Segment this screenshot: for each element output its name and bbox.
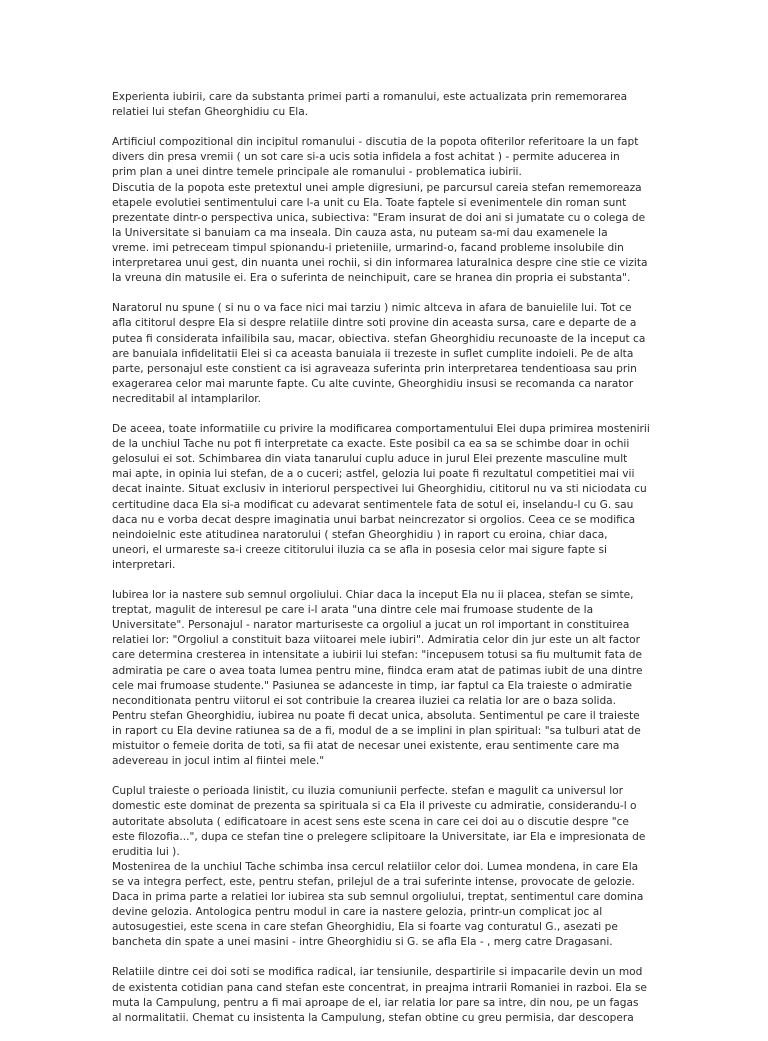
text-line: la vreuna din matusile ei. Era o suferinta de neinchipuit, care se hranea din propria ei substanta". xyxy=(112,272,631,285)
text-line: parte, personajul este constient ca isi agraveaza suferinta prin interpretarea tendentioasa sau prin xyxy=(112,362,637,375)
text-line: mai apte, in opinia lui stefan, de a o cuceri; astfel, gelozia lui poate fi rezultatul competitiei mai vii xyxy=(112,468,635,481)
text-line: Pentru stefan Gheorghidiu, iubirea nu poate fi decat unica, absoluta. Sentimentul pe care il traieste xyxy=(112,709,640,722)
text-line: eruditia lui ). xyxy=(112,845,180,858)
text-line: prezentate dintr-o perspectiva unica, subiectiva: "Eram insurat de doi ani si jumatate cu o colega de xyxy=(112,211,646,224)
text-line: devine gelozia. Antologica pentru modul in care ia nastere gelozia, printr-un complicat joc al xyxy=(112,906,603,919)
text-line: interpretari. xyxy=(112,558,176,571)
text-line: Naratorul nu spune ( si nu o va face nici mai tarziu ) nimic altceva in afara de banuielile lui. Tot ce xyxy=(112,302,632,315)
text-line: divers din presa vremii ( un sot care si-a ucis sotia infidela a fost achitat ) - permite aducerea in xyxy=(112,151,620,164)
text-line: daca nu e vorba decat despre imaginatia unui barbat neincrezator si orgolios. Ceea ce se modifica xyxy=(112,513,636,526)
text-line: autoritate absoluta ( edificatoare in acest sens este scena in care cei doi au o discutie despre "ce xyxy=(112,815,629,828)
text-line: etapele evolutiei sentimentului care l-a unit cu Ela. Toate faptele si evenimentele din roman sunt xyxy=(112,196,627,209)
text-line: neindoielnic este atitudinea naratorului ( stefan Gheorghidiu ) in raport cu eroina, chiar daca, xyxy=(112,528,608,541)
text-line: treptat, magulit de interesul pe care i-l arata "una dintre cele mai frumoase studente de la xyxy=(112,604,594,617)
text-line: neconditionata pentru viitorul ei sot contribuie la crearea iluziei ca relatia lor are o baza solida. xyxy=(112,694,617,707)
text-line: la Universitate si banuiam ca ma inseala. Din cauza asta, nu puteam sa-mi dau examenele la xyxy=(112,226,608,239)
paragraph xyxy=(112,784,658,950)
text-line: Artificiul compozitional din incipitul romanului - discutia de la popota ofiterilor referitoare la un fapt xyxy=(112,136,639,149)
text-line: Iubirea lor ia nastere sub semnul orgoliului. Chiar daca la inceput Ela nu ii placea, stefan se simte, xyxy=(112,589,634,602)
text-line: al normalitatii. Chemat cu insistenta la Campulung, stefan obtine cu greu permisia, dar descopera xyxy=(112,1011,634,1024)
text-line: Mostenirea de la unchiul Tache schimba insa cercul relatiilor celor doi. Lumea mondena, in care Ela xyxy=(112,860,639,873)
paragraph xyxy=(112,588,658,769)
text-line: de existenta cotidian pana cand stefan este concentrat, in preajma intrarii Romaniei in razboi. Ela se xyxy=(112,981,647,994)
text-line: De aceea, toate informatiile cu privire la modificarea comportamentului Elei dupa primirea mostenirii xyxy=(112,423,650,436)
text-line: Experienta iubirii, care da substanta primei parti a romanului, este actualizata prin rememorarea xyxy=(112,91,628,103)
text-line: Relatiile dintre cei doi soti se modifica radical, iar tensiunile, despartirile si impacarile devin un mod xyxy=(112,966,643,979)
paragraph xyxy=(112,301,658,407)
text-line: domestic este dominat de prezenta sa spirituala si ca Ela il priveste cu admiratie, considerandu-l o xyxy=(112,800,637,813)
text-line: are banuiala infidelitatii Elei si ca aceasta banuiala ii trezeste in suflet cumplite indoieli. Pe de alta xyxy=(112,347,634,360)
text-line: adevereau in jocul intim al fiintei mele." xyxy=(112,755,325,768)
text-line: vreme. imi petreceam timpul spionandu-i prieteniile, urmarind-o, facand probleme insolubile din xyxy=(112,241,624,254)
text-line: admiratia pe care o avea toata lumea pentru mine, fiindca eram atat de patimas iubit de una dintre xyxy=(112,664,643,677)
paragraph xyxy=(112,422,658,573)
text-line: se va integra perfect, este, pentru stefan, prilejul de a trai suferinte intense, provocate de gelozie. xyxy=(112,875,635,888)
paragraph xyxy=(112,965,658,1025)
text-line: Discutia de la popota este pretextul unei ample digresiuni, pe parcursul careia stefan rememoreaza xyxy=(112,181,642,194)
text-line: decat inainte. Situat exclusiv in interiorul perspectivei lui Gheorghidiu, cititorul nu va sti niciodata cu xyxy=(112,483,647,496)
text-line: putea fi considerata infailibila sau, macar, obiectiva. stefan Gheorghidiu recunoaste de la inceput ca xyxy=(112,332,646,345)
text-line: interpretarea unui gest, din nuanta unei rochii, si din informarea laturalnica despre cine stie ce vizita xyxy=(112,257,648,270)
text-line: bancheta din spate a unei masini - intre Gheorghidiu si G. se afla Ela - , merg catre Dragasani. xyxy=(112,936,613,949)
text-line: certitudine daca Ela si-a modificat cu adevarat sentimentele fata de sotul ei, inselandu-l cu G. sau xyxy=(112,498,634,511)
text-line: exagerarea celor mai marunte fapte. Cu alte cuvinte, Gheorghidiu insusi se recomanda ca narator xyxy=(112,377,634,390)
text-line: muta la Campulung, pentru a fi mai aproape de el, iar relatia lor pare sa intre, din nou, pe un fagas xyxy=(112,996,639,1009)
text-line: relatiei lor: "Orgoliul a constituit baza viitoarei mele iubiri". Admiratia celor din jur este un alt factor xyxy=(112,634,640,647)
text-line: Universitate". Personajul - narator marturiseste ca orgoliul a jucat un rol important in constituirea xyxy=(112,619,630,632)
text-line: Cuplul traieste o perioada linistit, cu iluzia comuniunii perfecte. stefan e magulit ca universul lor xyxy=(112,785,624,798)
text-line: in raport cu Ela devine ratiunea sa de a fi, modul de a se implini in plan spiritual: "sa tulburi atat de xyxy=(112,724,641,737)
text-line: care determina cresterea in intensitate a iubirii lui stefan: "incepusem totusi sa fiu multumit fata de xyxy=(112,649,643,662)
text-line: este filozofia...", dupa ce stefan tine o prelegere sclipitoare la Universitate, iar Ela e impresionata de xyxy=(112,830,646,843)
text-line: de la unchiul Tache nu pot fi interpretate ca exacte. Este posibil ca ea sa se schimbe doar in ochii xyxy=(112,438,630,451)
text-line: necreditabil al intamplarilor. xyxy=(112,392,262,405)
paragraph xyxy=(112,135,658,286)
text-line: gelosului ei sot. Schimbarea din viata tanarului cuplu aduce in jurul Elei prezente masculine mult xyxy=(112,453,628,466)
text-line: uneori, el urmareste sa-i creeze cititorului iluzia ca se afla in posesia celor mai sigure fapte si xyxy=(112,543,607,556)
document-page xyxy=(112,90,658,1041)
text-line: prim plan a unei dintre temele principale ale romanului - problematica iubirii. xyxy=(112,166,522,179)
text-line: mistuitor o femeie dorita de toti, sa fii atat de necesar unei existente, erau sentimente care ma xyxy=(112,740,620,753)
text-line: afla cititorul despre Ela si despre relatiile dintre soti provine din aceasta sursa, care e departe de a xyxy=(112,317,637,330)
text-line: Daca in prima parte a relatiei lor iubirea sta sub semnul orgoliului, treptat, sentimentul care domina xyxy=(112,890,644,903)
text-line: cele mai frumoase studente." Pasiunea se adanceste in timp, iar faptul ca Ela traieste o admiratie xyxy=(112,679,632,692)
text-line: autosugestiei, este scena in care stefan Gheorghidiu, Ela si foarte vag conturatul G., asezati pe xyxy=(112,921,618,934)
paragraph xyxy=(112,90,658,120)
text-line: relatiei lui stefan Gheorghidiu cu Ela. xyxy=(112,106,309,119)
